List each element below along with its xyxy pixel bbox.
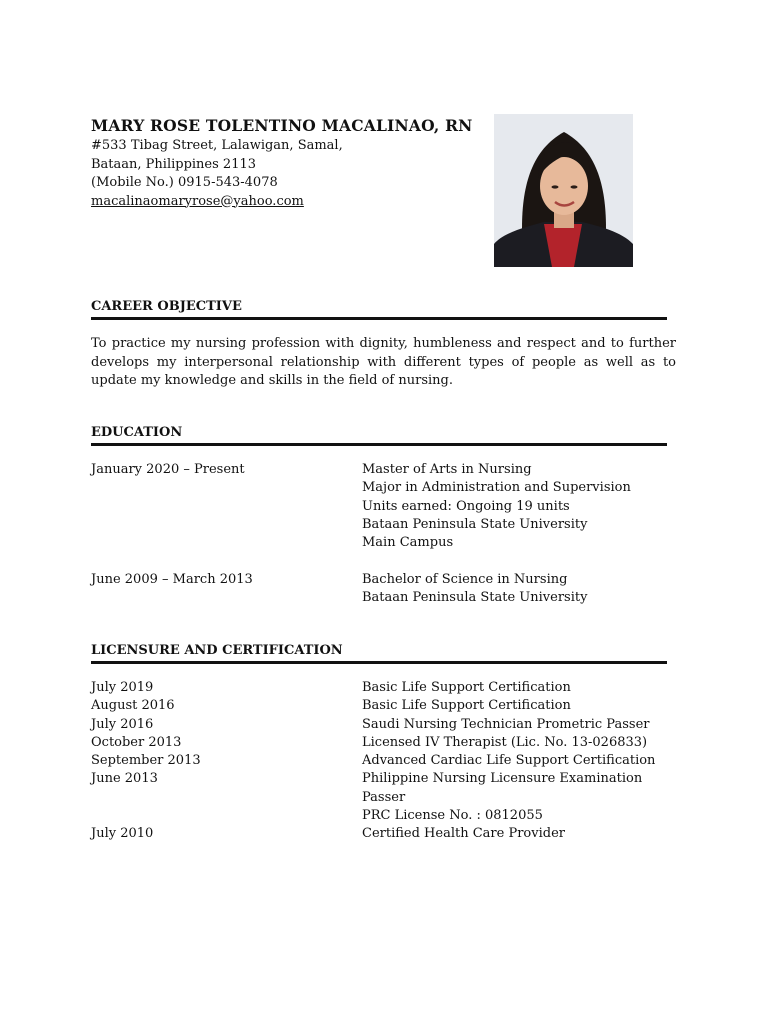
career-objective-text: To practice my nursing profession with dignity, humbleness and respect and to further develops my interpersonal relationship with different types of people as well as to update my knowledge and skills in the field of nursing. [91,336,676,388]
licensure-heading: LICENSURE AND CERTIFICATION [91,643,343,658]
entry-date: June 2013 [91,771,158,787]
licensure-entry [91,697,676,715]
licensure-entry [91,752,676,770]
section-divider [91,317,667,320]
entry-date: August 2016 [91,698,175,714]
entry-date: July 2016 [91,716,154,732]
detail-line: Passer [362,789,406,805]
mobile-number: (Mobile No.) 0915-543-4078 [91,175,278,190]
detail-line: Bataan Peninsula State University [362,516,588,532]
education-list [91,461,676,607]
entry-date: January 2020 – Present [91,462,245,477]
education-heading: EDUCATION [91,425,183,440]
address-line-1: #533 Tibag Street, Lalawigan, Samal, [91,138,343,153]
applicant-name: MARY ROSE TOLENTINO MACALINAO, RN [91,116,473,135]
entry-detail [362,734,676,752]
profile-photo [494,114,633,267]
detail-line: Main Campus [362,535,454,551]
detail-line: Master of Arts in Nursing [362,462,532,477]
detail-line: Major in Administration and Supervision [362,480,631,496]
licensure-entry [91,734,676,752]
detail-line: PRC License No. : 0812055 [362,808,543,824]
detail-line: Basic Life Support Certification [362,698,571,714]
entry-detail [362,770,676,825]
licensure-entry [91,716,676,734]
detail-line: Bachelor of Science in Nursing [362,571,568,587]
career-objective-heading: CAREER OBJECTIVE [91,299,242,314]
detail-line: Basic Life Support Certification [362,680,571,695]
entry-detail [362,752,676,770]
email-link[interactable]: macalinaomaryrose@yahoo.com [91,193,304,209]
detail-line: Units earned: Ongoing 19 units [362,498,570,514]
entry-date: October 2013 [91,734,182,750]
entry-detail [362,679,676,697]
entry-detail [362,461,676,552]
licensure-list [91,679,676,844]
entry-detail [362,716,676,734]
section-divider [91,661,667,664]
section-divider [91,443,667,446]
detail-line: Licensed IV Therapist (Lic. No. 13-026833) [362,734,648,750]
entry-date: July 2019 [91,680,154,695]
detail-line: Certified Health Care Provider [362,826,565,842]
entry-detail [362,825,676,843]
entry-date: June 2009 – March 2013 [91,571,253,587]
licensure-entry [91,825,676,843]
education-entry [91,461,676,552]
entry-detail [362,571,676,608]
detail-line: Philippine Nursing Licensure Examination [362,771,643,787]
licensure-entry [91,770,676,825]
entry-date: July 2010 [91,826,154,842]
contact-block [91,137,343,211]
education-entry [91,571,676,608]
detail-line: Saudi Nursing Technician Prometric Passer [362,716,650,732]
address-line-2: Bataan, Philippines 2113 [91,156,257,172]
detail-line: Advanced Cardiac Life Support Certification [362,753,656,769]
entry-detail [362,697,676,715]
entry-date: September 2013 [91,753,201,769]
licensure-entry [91,679,676,697]
detail-line: Bataan Peninsula State University [362,590,588,606]
